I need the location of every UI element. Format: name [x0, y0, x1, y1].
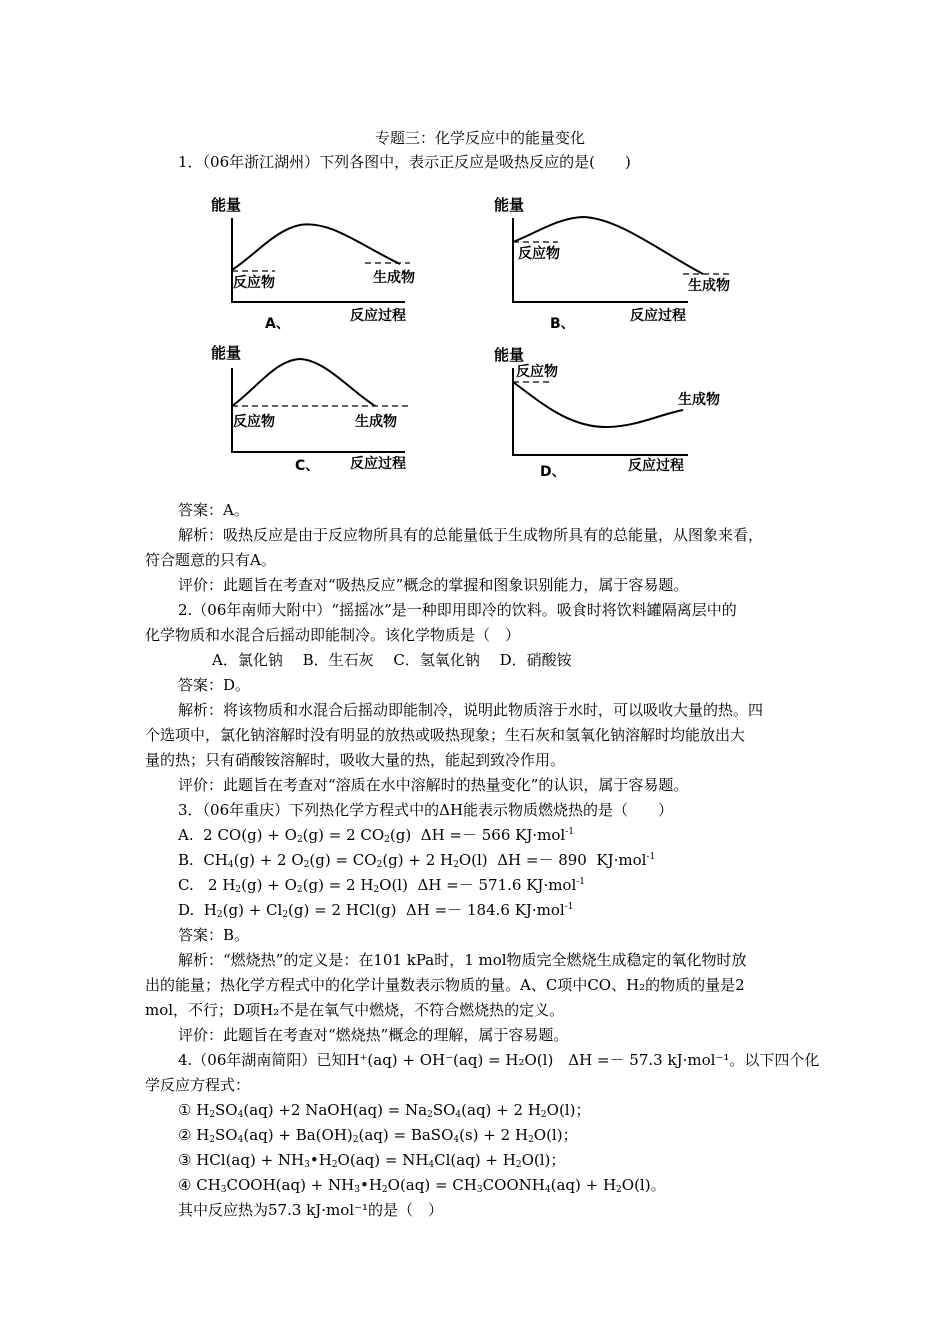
q4-equation-4: ④ $CH_3COOH(aq)$ + $NH_3•H_2O(aq)$ = $CH_3COONH_4(aq) + H_2O(l)$。 [178, 1176, 666, 1195]
q3-option-d: D. $H_2(g) + Cl_2(g) = 2$ HCl(g) ΔH =－ 184.6 KJ·mol$^{-1}$ [178, 901, 574, 920]
q3-option-a: A. 2 $CO(g) + O_2(g) = 2$ $CO_2(g) \Delta H =- 566$ KJ·mol$^{-1}$ [178, 826, 574, 845]
graph-b-axis-x: 反应过程 [630, 308, 686, 324]
q2-comment: 评价：此题旨在考查对“溶质在水中溶解时的热量变化”的认识，属于容易题。 [178, 776, 689, 794]
q4-equation-3: ③ $HCl(aq) + NH_3•H_2O(aq) = NH_4Cl(aq) + H_2O(l)$； [178, 1151, 566, 1170]
q3-option-c: C. 2 $H_2(g) + O_2(g) = 2$ $H_2O(l) \Delta H =- 571.6$ KJ·mol$^{-1}$ [178, 876, 586, 895]
graph-c-axis-x: 反应过程 [350, 456, 406, 472]
q3-analysis-1: 解析：“燃烧热”的定义是：在101 kPa时，1 mol物质完全燃烧生成稳定的氧化物时放 [178, 951, 747, 969]
graph-a-axis-y: 能量 [211, 196, 242, 214]
graph-d-axis-y: 能量 [494, 346, 525, 364]
graph-d [488, 340, 718, 480]
graph-c-reactant: 反应物 [233, 414, 275, 430]
q1-analysis-2: 符合题意的只有A。 [145, 551, 276, 569]
graph-b-label: B、 [550, 316, 575, 332]
q2-analysis-2: 个选项中，氯化钠溶解时没有明显的放热或吸热现象；生石灰和氢氧化钠溶解时均能放出大 [145, 726, 746, 744]
q2-analysis-1: 解析：将该物质和水混合后摇动即能制冷，说明此物质溶于水时，可以吸收大量的热。四 [178, 701, 764, 719]
graph-b [488, 190, 730, 338]
q4-last: 其中反应热为57.3 kJ·mol⁻¹的是（ ） [178, 1201, 444, 1219]
graph-c [205, 340, 435, 480]
q3-analysis-3: mol，不行；D项H₂不是在氧气中燃烧，不符合燃烧热的定义。 [145, 1001, 565, 1019]
q4-stem-2: 学反应方程式： [145, 1076, 251, 1094]
q1-comment: 评价：此题旨在考查对“吸热反应”概念的掌握和图象识别能力，属于容易题。 [178, 576, 689, 594]
graph-a-reactant: 反应物 [233, 275, 275, 291]
graph-c-product: 生成物 [355, 414, 397, 430]
q4-stem-1: 4.（06年湖南简阳）已知H⁺(aq) + OH⁻(aq) = H₂O(l) ΔH =－ 57.3 kJ·mol⁻¹。以下四个化 [178, 1051, 820, 1069]
page-title: 专题三：化学反应中的能量变化 [375, 129, 586, 147]
q4-equation-2: ② $H_2SO_4(aq) + Ba(OH)_2(aq)$ = BaSO$_4$(s) + 2 $H_2O(l)$； [178, 1126, 578, 1145]
q3-option-b: B. $CH_4(g) + 2$ $O_2(g) = CO_2(g) + 2$ $H_2O(l) \Delta H =- 890$ KJ·mol$^{-1}$ [178, 851, 656, 870]
q2-answer: 答案：D。 [178, 676, 251, 694]
graph-d-product: 生成物 [678, 392, 720, 408]
q3-stem: 3．（06年重庆）下列热化学方程式中的ΔH能表示物质燃烧热的是（ ） [178, 801, 674, 819]
graph-a-label: A、 [265, 316, 290, 332]
graph-a [205, 190, 435, 338]
graph-d-axis-x: 反应过程 [628, 458, 684, 474]
graph-b-reactant: 反应物 [518, 246, 560, 262]
q1-answer: 答案：A。 [178, 501, 249, 519]
graph-a-product: 生成物 [373, 270, 415, 286]
q2-stem-2: 化学物质和水混合后摇动即能制冷。该化学物质是（ ） [145, 626, 521, 644]
q3-analysis-2: 出的能量；热化学方程式中的化学计量数表示物质的量。A、C项中CO、H₂的物质的量是2 [145, 976, 745, 994]
q3-answer: 答案：B。 [178, 926, 250, 944]
graph-d-reactant: 反应物 [516, 364, 558, 380]
graph-c-axis-y: 能量 [211, 344, 242, 362]
q2-options: A．氯化钠 B．生石灰 C．氢氧化钠 D．硝酸铵 [212, 651, 572, 669]
q3-comment: 评价：此题旨在考查对“燃烧热”概念的理解，属于容易题。 [178, 1026, 569, 1044]
graph-a-axis-x: 反应过程 [350, 308, 406, 324]
q1-stem: 1．（06年浙江湖州）下列各图中，表示正反应是吸热反应的是( ) [178, 153, 631, 171]
graph-b-product: 生成物 [688, 278, 730, 294]
q2-analysis-3: 量的热；只有硝酸铵溶解时，吸收大量的热，能起到致冷作用。 [145, 751, 566, 769]
graph-c-label: C、 [295, 458, 320, 474]
q2-stem-1: 2.（06年南师大附中）“摇摇冰”是一种即用即冷的饮料。吸食时将饮料罐隔离层中的 [178, 601, 737, 619]
graph-b-axis-y: 能量 [494, 196, 525, 214]
q1-analysis-1: 解析：吸热反应是由于反应物所具有的总能量低于生成物所具有的总能量，从图象来看， [178, 526, 764, 544]
graph-d-label: D、 [540, 464, 566, 480]
q4-equation-1: ① $H_2SO_4(aq) +2$ NaOH(aq) = $Na_2SO_4(aq) + 2$ $H_2O(l)$； [178, 1101, 591, 1120]
